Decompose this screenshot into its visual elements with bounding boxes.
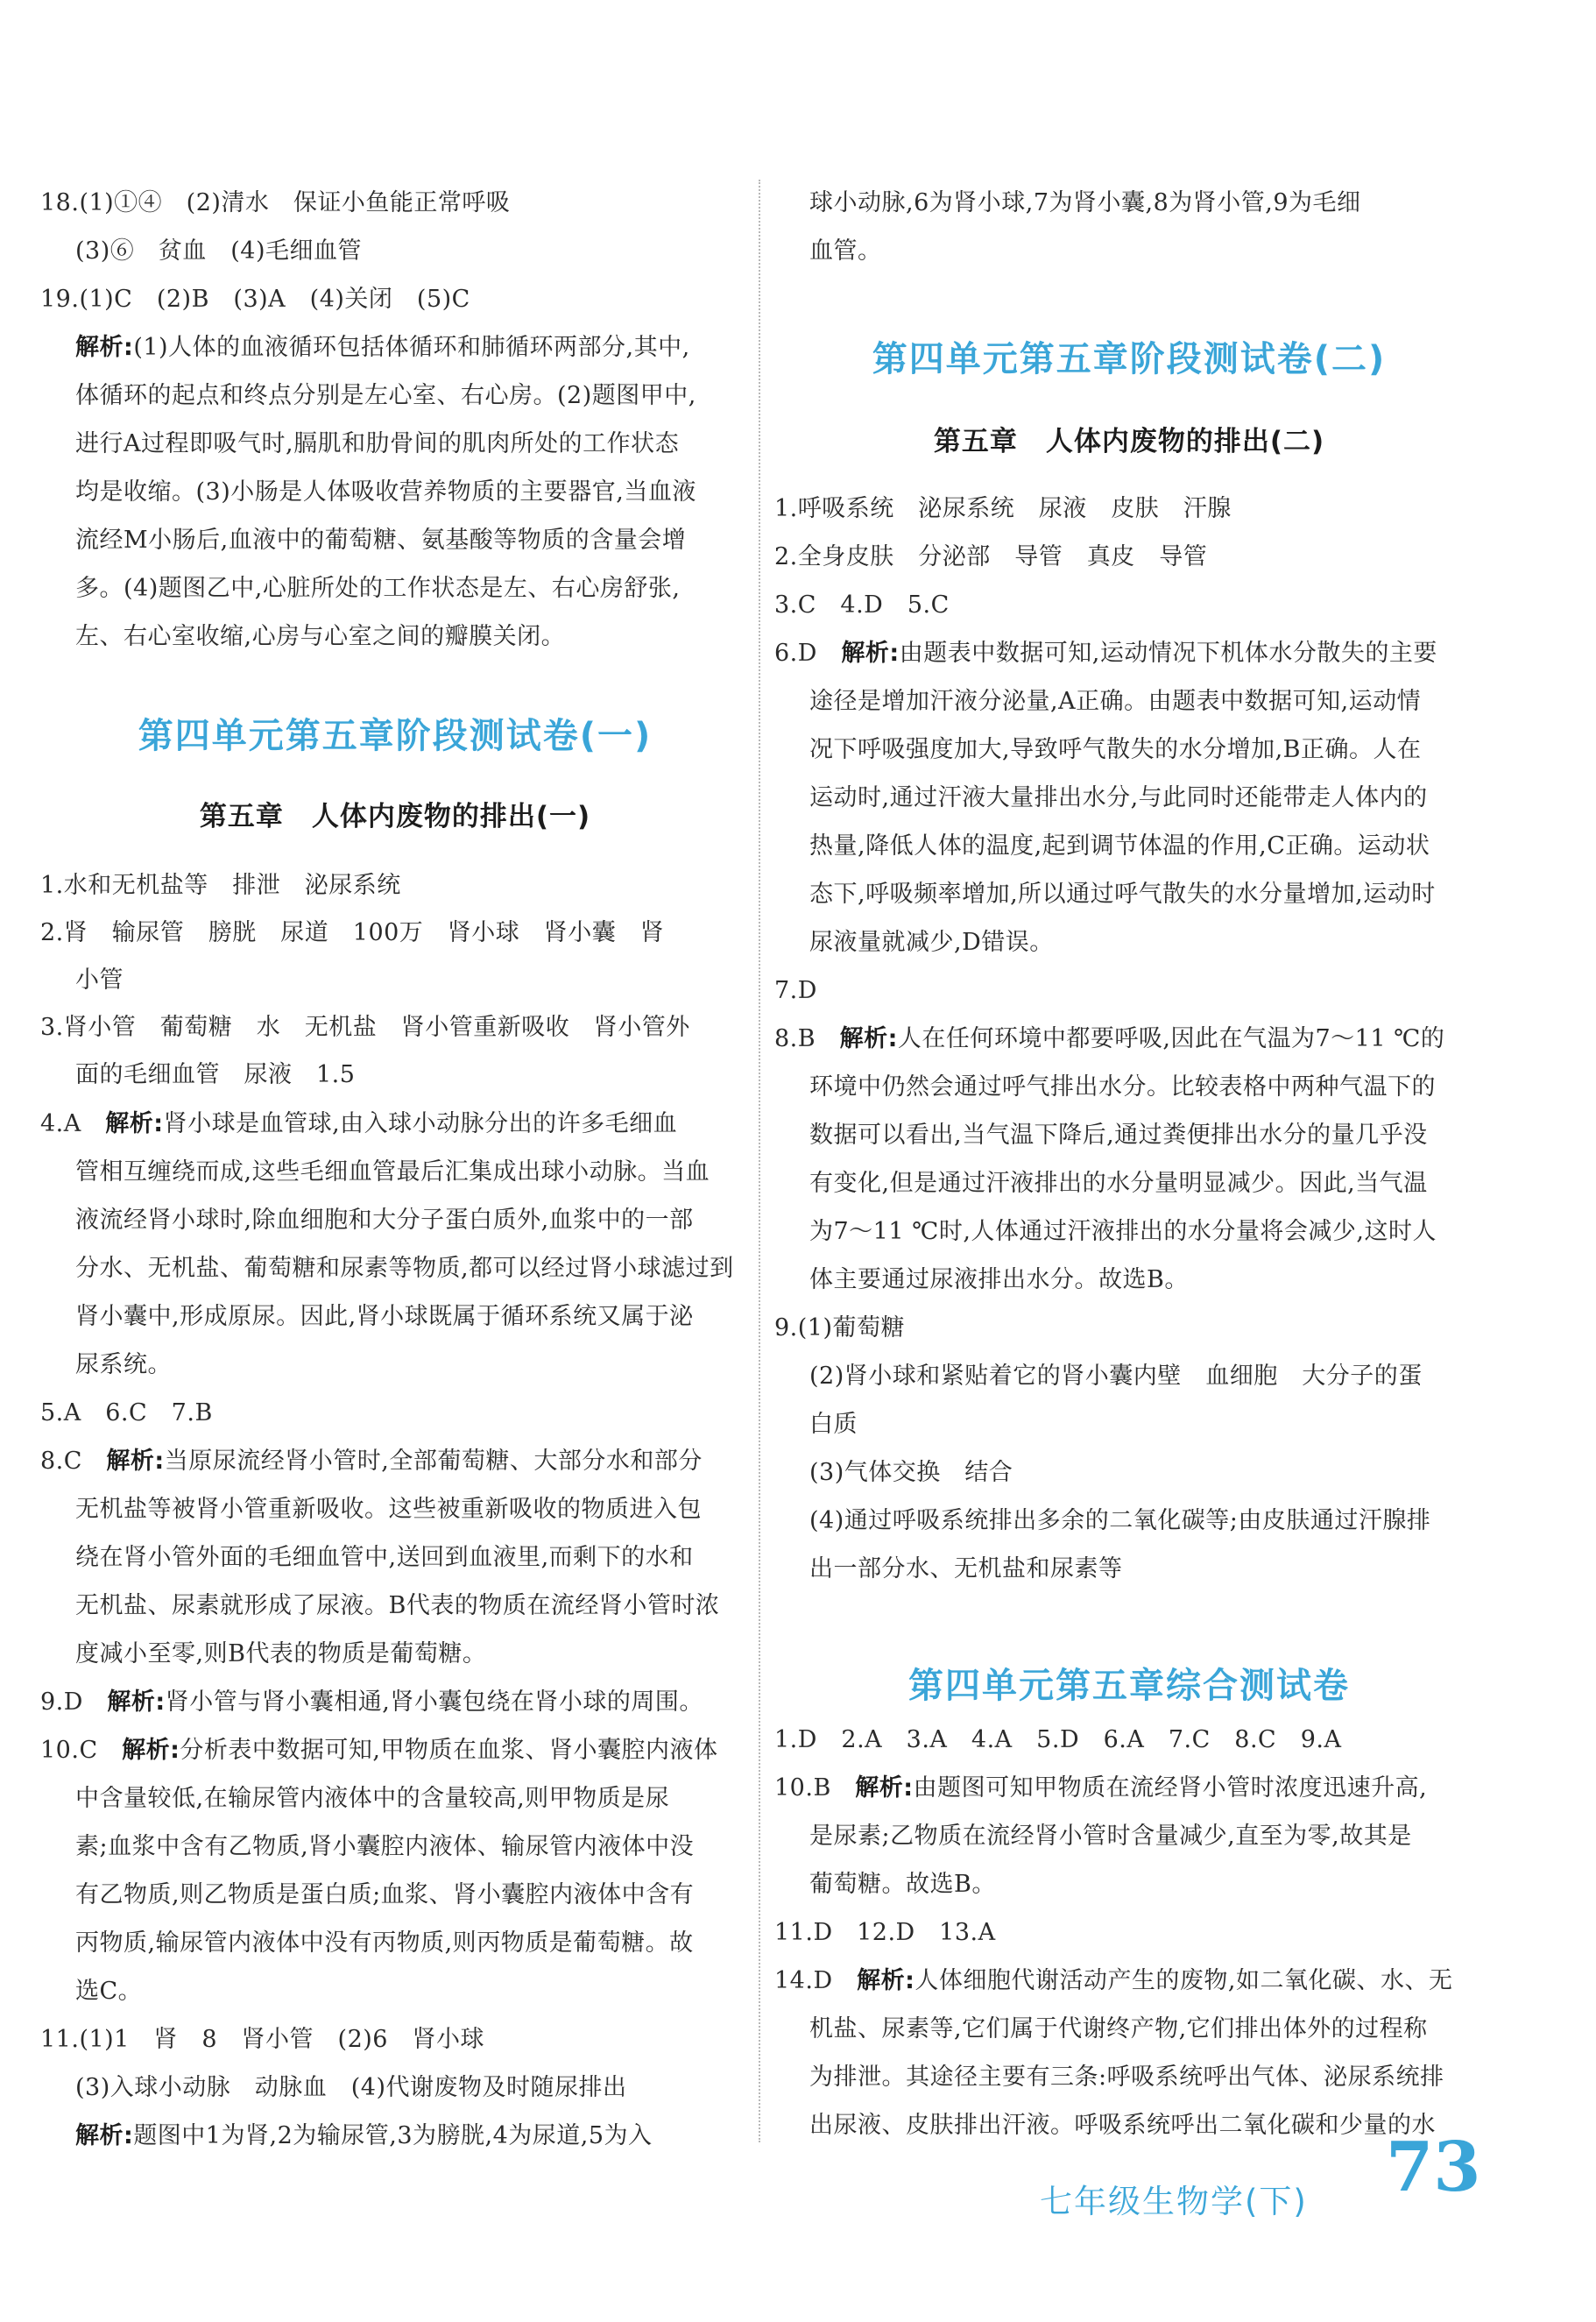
- a5-7-answers: 5.A 6.C 7.B: [40, 1399, 213, 1426]
- b6-text: 由题表中数据可知,运动情况下机体水分散失的主要: [899, 640, 1437, 667]
- section-title-test-2: 第四单元第五章阶段测试卷(二): [872, 339, 1387, 379]
- a8-line-3: 绕在肾小管外面的毛细血管中,送回到血液里,而剩下的水和: [75, 1544, 694, 1571]
- a4-line-1: [40, 1108, 750, 1141]
- a4-text: 肾小球是血管球,由入球小动脉分出的许多毛细血: [163, 1110, 678, 1137]
- b6-line-5: 热量,降低人体的温度,起到调节体温的作用,C正确。运动状: [809, 832, 1430, 860]
- section-subtitle-chapter-5-2: 第五章 人体内废物的排出(二): [933, 426, 1325, 457]
- a4-line-6: 尿系统。: [75, 1351, 172, 1378]
- c10-line-1: [774, 1772, 1484, 1805]
- column-divider: [759, 180, 760, 2142]
- a1-answer: 1.水和无机盐等 排泄 泌尿系统: [40, 872, 401, 899]
- b1-answer: 1.呼吸系统 泌尿系统 尿液 皮肤 汗腺: [774, 495, 1232, 522]
- analysis-label: 解析:: [857, 1967, 915, 1994]
- a9-line-1: [40, 1686, 750, 1719]
- a11-text: 题图中1为肾,2为输尿管,3为膀胱,4为尿道,5为入: [133, 2122, 653, 2149]
- c1-9-answers: 1.D 2.A 3.A 4.A 5.D 6.A 7.C 8.C 9.A: [774, 1726, 1342, 1753]
- c14-line-4: 出尿液、皮肤排出汗液。呼吸系统呼出二氧化碳和少量的水: [809, 2112, 1436, 2139]
- b6-line-7: 尿液量就减少,D错误。: [809, 929, 1054, 956]
- a8-line-2: 无机盐等被肾小管重新吸收。这些被重新吸收的物质进入包: [75, 1496, 702, 1523]
- b8-text: 人在任何环境中都要呼吸,因此在气温为7～11 ℃的: [897, 1025, 1445, 1052]
- footer-grade-subject: 七年级生物学(下): [1040, 2183, 1308, 2220]
- c10-line-2: 是尿素;乙物质在流经肾小管时含量减少,直至为零,故其是: [809, 1823, 1412, 1850]
- analysis-label: 解析:: [839, 1025, 898, 1052]
- b8-line-2: 环境中仍然会通过呼气排出水分。比较表格中两种气温下的: [809, 1073, 1436, 1101]
- a10-line-2: 中含量较低,在输尿管内液体中的含量较高,则甲物质是尿: [75, 1785, 670, 1812]
- a4-line-5: 肾小囊中,形成原尿。因此,肾小球既属于循环系统又属于泌: [75, 1303, 694, 1330]
- q19-explanation-1: [75, 331, 750, 365]
- a10-line-1: [40, 1734, 750, 1767]
- q18-line-1: 18.(1)①④ (2)清水 保证小鱼能正常呼吸: [40, 189, 511, 216]
- a8-line-4: 无机盐、尿素就形成了尿液。B代表的物质在流经肾小管时浓: [75, 1592, 720, 1619]
- section-title-comprehensive: 第四单元第五章综合测试卷: [908, 1666, 1350, 1706]
- b8-line-1: [774, 1023, 1484, 1056]
- analysis-label: 解析:: [105, 1110, 164, 1137]
- page-number: 73: [1386, 2127, 1481, 2207]
- q19-explanation-6: 多。(4)题图乙中,心脏所处的工作状态是左、右心房舒张,: [75, 575, 681, 602]
- a10-text: 分析表中数据可知,甲物质在血浆、肾小囊腔内液体: [180, 1737, 718, 1764]
- b9-line-4: (3)气体交换 结合: [809, 1459, 1013, 1486]
- a8-text: 当原尿流经肾小管时,全部葡萄糖、大部分水和部分: [164, 1448, 703, 1475]
- b8-number: 8.B: [774, 1025, 840, 1052]
- a10-line-3: 素;血浆中含有乙物质,肾小囊腔内液体、输尿管内液体中没: [75, 1833, 695, 1860]
- b9-line-6: 出一部分水、无机盐和尿素等: [809, 1555, 1123, 1582]
- section-title-test-1: 第四单元第五章阶段测试卷(一): [138, 716, 653, 756]
- b9-line-1: 9.(1)葡萄糖: [774, 1314, 906, 1342]
- a8-number: 8.C: [40, 1448, 107, 1475]
- b9-line-2: (2)肾小球和紧贴着它的肾小囊内壁 血细胞 大分子的蛋: [809, 1363, 1423, 1390]
- a11-line-2: (3)入球小动脉 动脉血 (4)代谢废物及时随尿排出: [75, 2074, 627, 2101]
- b6-line-1: [774, 637, 1484, 670]
- b6-line-6: 态下,呼吸频率增加,所以通过呼气散失的水分量增加,运动时: [809, 881, 1436, 908]
- c14-number: 14.D: [774, 1967, 858, 1994]
- a11-continuation-1: 球小动脉,6为肾小球,7为肾小囊,8为肾小管,9为毛细: [809, 189, 1361, 216]
- q19-explanation-2: 体循环的起点和终点分别是左心室、右心房。(2)题图甲中,: [75, 382, 696, 409]
- c10-number: 10.B: [774, 1774, 856, 1802]
- q19-explanation-text: (1)人体的血液循环包括体循环和肺循环两部分,其中,: [133, 334, 690, 361]
- c14-line-2: 机盐、尿素等,它们属于代谢终产物,它们排出体外的过程称: [809, 2015, 1428, 2042]
- analysis-label: 解析:: [75, 334, 134, 361]
- q19-explanation-7: 左、右心室收缩,心房与心室之间的瓣膜关闭。: [75, 623, 566, 650]
- b6-line-4: 运动时,通过汗液大量排出水分,与此同时还能带走人体内的: [809, 784, 1428, 811]
- c14-line-1: [774, 1964, 1484, 1998]
- b8-line-3: 数据可以看出,当气温下降后,通过粪便排出水分的量几乎没: [809, 1122, 1428, 1149]
- a4-line-4: 分水、无机盐、葡萄糖和尿素等物质,都可以经过肾小球滤过到: [75, 1255, 734, 1282]
- analysis-label: 解析:: [75, 2122, 134, 2149]
- q19-explanation-5: 流经M小肠后,血液中的葡萄糖、氨基酸等物质的含量会增: [75, 527, 687, 554]
- section-subtitle-chapter-5-1: 第五章 人体内废物的排出(一): [199, 801, 591, 832]
- q19-explanation-3: 进行A过程即吸气时,膈肌和肋骨间的肌肉所处的工作状态: [75, 430, 680, 457]
- b6-line-3: 况下呼吸强度加大,导致呼气散失的水分增加,B正确。人在: [809, 736, 1422, 763]
- a11-line-1: 11.(1)1 肾 8 肾小管 (2)6 肾小球: [40, 2026, 484, 2053]
- b6-number: 6.D: [774, 640, 842, 667]
- a4-number: 4.A: [40, 1110, 106, 1137]
- a2-line-1: 2.肾 输尿管 膀胱 尿道 100万 肾小球 肾小囊 肾: [40, 919, 665, 946]
- b6-line-2: 途径是增加汗液分泌量,A正确。由题表中数据可知,运动情: [809, 688, 1422, 715]
- a8-line-1: [40, 1445, 750, 1478]
- c14-text: 人体细胞代谢活动产生的废物,如二氧化碳、水、无: [915, 1967, 1453, 1994]
- a9-number: 9.D: [40, 1688, 108, 1716]
- b8-line-5: 为7～11 ℃时,人体通过汗液排出的水分量将会减少,这时人: [809, 1218, 1437, 1245]
- a3-line-1: 3.肾小管 葡萄糖 水 无机盐 肾小管重新吸收 肾小管外: [40, 1014, 690, 1041]
- a11-line-3: [75, 2120, 750, 2153]
- analysis-label: 解析:: [855, 1774, 914, 1802]
- analysis-label: 解析:: [841, 640, 900, 667]
- analysis-label: 解析:: [107, 1688, 166, 1716]
- c14-line-3: 为排泄。其途径主要有三条:呼吸系统呼出气体、泌尿系统排: [809, 2064, 1444, 2091]
- b9-line-5: (4)通过呼吸系统排出多余的二氧化碳等;由皮肤通过汗腺排: [809, 1507, 1431, 1534]
- a11-continuation-2: 血管。: [809, 237, 882, 265]
- c10-line-3: 葡萄糖。故选B。: [809, 1871, 996, 1898]
- b8-line-6: 体主要通过尿液排出水分。故选B。: [809, 1266, 1189, 1293]
- a8-line-5: 度减小至零,则B代表的物质是葡萄糖。: [75, 1640, 487, 1667]
- a10-number: 10.C: [40, 1737, 123, 1764]
- b8-line-4: 有变化,但是通过汗液排出的水分量明显减少。因此,当气温: [809, 1170, 1428, 1197]
- b7-answer: 7.D: [774, 977, 817, 1004]
- c10-text: 由题图可知甲物质在流经肾小管时浓度迅速升高,: [913, 1774, 1428, 1802]
- a2-line-2: 小管: [75, 966, 124, 994]
- b9-line-3: 白质: [809, 1411, 858, 1438]
- a10-line-5: 丙物质,输尿管内液体中没有丙物质,则丙物质是葡萄糖。故: [75, 1929, 694, 1957]
- c11-13-answers: 11.D 12.D 13.A: [774, 1919, 996, 1946]
- a3-line-2: 面的毛细血管 尿液 1.5: [75, 1061, 356, 1088]
- analysis-label: 解析:: [106, 1448, 165, 1475]
- a10-line-6: 选C。: [75, 1978, 143, 2005]
- q19-explanation-4: 均是收缩。(3)小肠是人体吸收营养物质的主要器官,当血液: [75, 478, 696, 506]
- q18-line-2: (3)⑥ 贫血 (4)毛细血管: [75, 237, 362, 265]
- analysis-label: 解析:: [122, 1737, 180, 1764]
- a4-line-3: 液流经肾小球时,除血细胞和大分子蛋白质外,血浆中的一部: [75, 1207, 694, 1234]
- q19-answer: 19.(1)C (2)B (3)A (4)关闭 (5)C: [40, 286, 470, 313]
- a4-line-2: 管相互缠绕而成,这些毛细血管最后汇集成出球小动脉。当血: [75, 1158, 710, 1186]
- b3-5-answers: 3.C 4.D 5.C: [774, 591, 950, 619]
- a9-text: 肾小管与肾小囊相通,肾小囊包绕在肾小球的周围。: [165, 1688, 703, 1716]
- a10-line-4: 有乙物质,则乙物质是蛋白质;血浆、肾小囊腔内液体中含有: [75, 1881, 695, 1908]
- b2-answer: 2.全身皮肤 分泌部 导管 真皮 导管: [774, 543, 1208, 570]
